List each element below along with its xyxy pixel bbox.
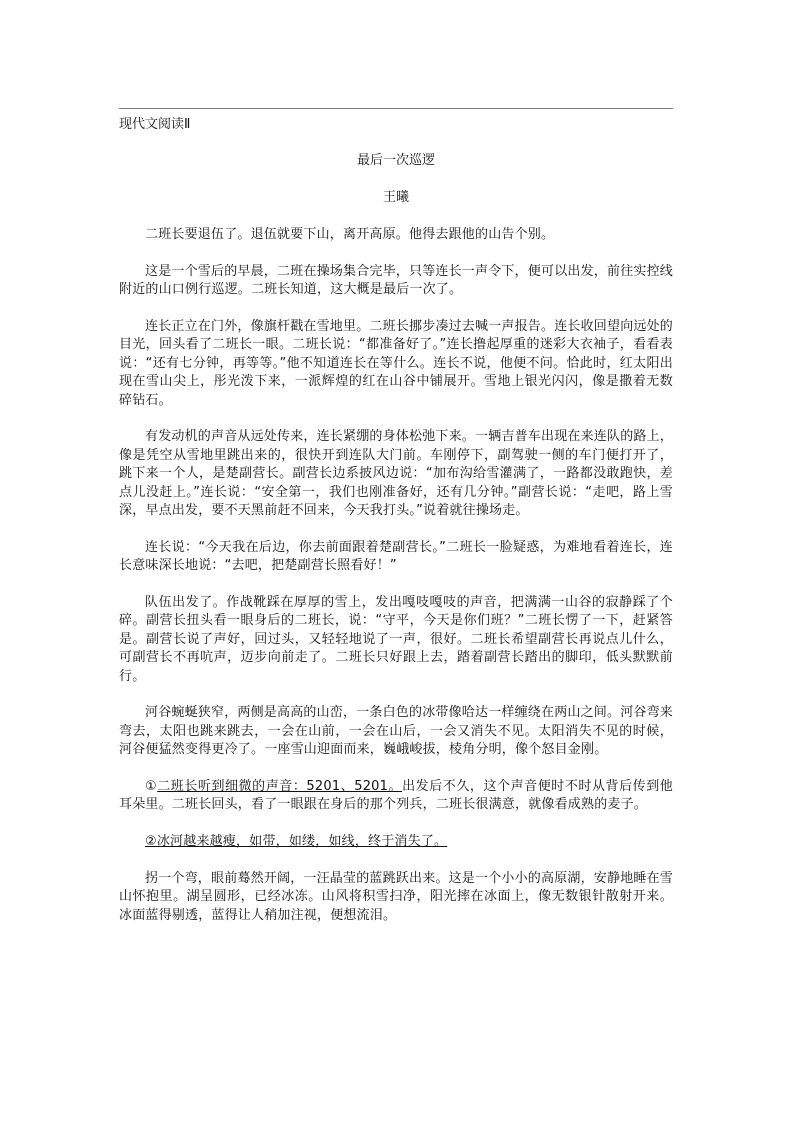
section-label: 现代文阅读Ⅱ xyxy=(119,117,191,132)
paragraph-10: 拐一个弯，眼前蓦然开阔，一汪晶莹的蓝跳跃出来。这是一个小小的高原湖，安静地睡在雪山怀抱里。湖呈圆形，已经冰冻。山风将积雪扫净，阳光摔在冰面上，像无数银针散射开来。冰面蓝得剔透，蓝得让人稍加注视，便想流泪。 xyxy=(119,871,674,923)
paragraph-2: 这是一个雪后的早晨，二班在操场集合完毕，只等连长一声令下，便可以出发，前往实控线附近的山口例行巡逻。二班长知道，这大概是最后一次了。 xyxy=(119,263,674,298)
paragraph-8-rest: 出发后不久，这个声音便时不时从背后传到他耳朵里。二班长回头，看了一眼跟在身后的那个列兵，二班长很满意，就像看成熟的麦子。 xyxy=(119,779,673,813)
paragraph-6: 队伍出发了。作战靴踩在厚厚的雪上，发出嘎吱嘎吱的声音，把满满一山谷的寂静踩了个碎。副营长扭头看一眼身后的二班长，说：“守平，今天是你们班？”二班长愣了一下，赶紧答是。副营长说了声好，回过头，又轻轻地说了一声，很好。二班长希望副营长再说点儿什么，可副营长不再吭声，迈步向前走了。二班长只好跟上去，踏着副营长踏出的脚印，低头默默前行。 xyxy=(119,595,673,684)
paragraph-3: 连长正立在门外，像旗杆戳在雪地里。二班长挪步凑过去喊一声报告。连长收回望向远处的目光，回头看了二班长一眼。二班长说：“都准备好了。”连长撸起厚重的迷彩大衣袖子，看看表说：“还有七分钟，再等等。”他不知道连长在等什么。连长不说，他便不问。恰此时，红太阳出现在雪山尖上，彤光泼下来，一派辉煌的红在山谷中铺展开。雪地上银光闪闪，像是撒着无数碎钻石。 xyxy=(119,319,674,408)
paragraph-5: 连长说：“今天我在后边，你去前面跟着楚副营长。”二班长一脸疑惑，为难地看着连长，连长意味深长地说：“去吧，把楚副营长照看好！” xyxy=(119,539,673,574)
paragraph-1: 二班长要退伍了。退伍就要下山，离开高原。他得去跟他的山告个别。 xyxy=(145,227,555,242)
article-body xyxy=(119,226,673,944)
article-title: 最后一次巡逻 xyxy=(356,153,435,168)
paragraph-8 xyxy=(119,778,673,815)
paragraph-8-marker: ① xyxy=(145,779,158,795)
header-rule xyxy=(119,108,673,109)
paragraph-9: ②冰河越来越瘦，如带，如缕，如线，终于消失了。 xyxy=(145,834,448,850)
paragraph-7: 河谷蜿蜒狭窄，两侧是高高的山峦，一条白色的冰带像哈达一样缠绕在两山之间。河谷弯来弯去，太阳也跳来跳去，一会在山前，一会在山后，一会又消失不见。太阳消失不见的时候，河谷便猛然变得更冷了。一座雪山迎面而来，巍峨峻拔，棱角分明，像个怒目金刚。 xyxy=(119,705,674,758)
paragraph-8-underlined: 二班长听到细微的声音：5201、5201。 xyxy=(157,779,403,795)
paragraph-4: 有发动机的声音从远处传来，连长紧绷的身体松弛下来。一辆吉普车出现在来连队的路上，像是凭空从雪地里跳出来的，很快开到连队大门前。车刚停下，副驾驶一侧的车门便打开了，跳下来一个人，是楚副营长。副营长边系披风边说：“加布沟给雪灌满了，一路都没敢跑快，差点儿没赶上。”连长说：“安全第一，我们也刚准备好，还有几分钟。”副营长说：“走吧，路上雪深，早点出发，要不天黑前赶不回来，今天我打头。”说着就往操场走。 xyxy=(119,429,674,519)
article-author: 王曦 xyxy=(382,190,409,205)
